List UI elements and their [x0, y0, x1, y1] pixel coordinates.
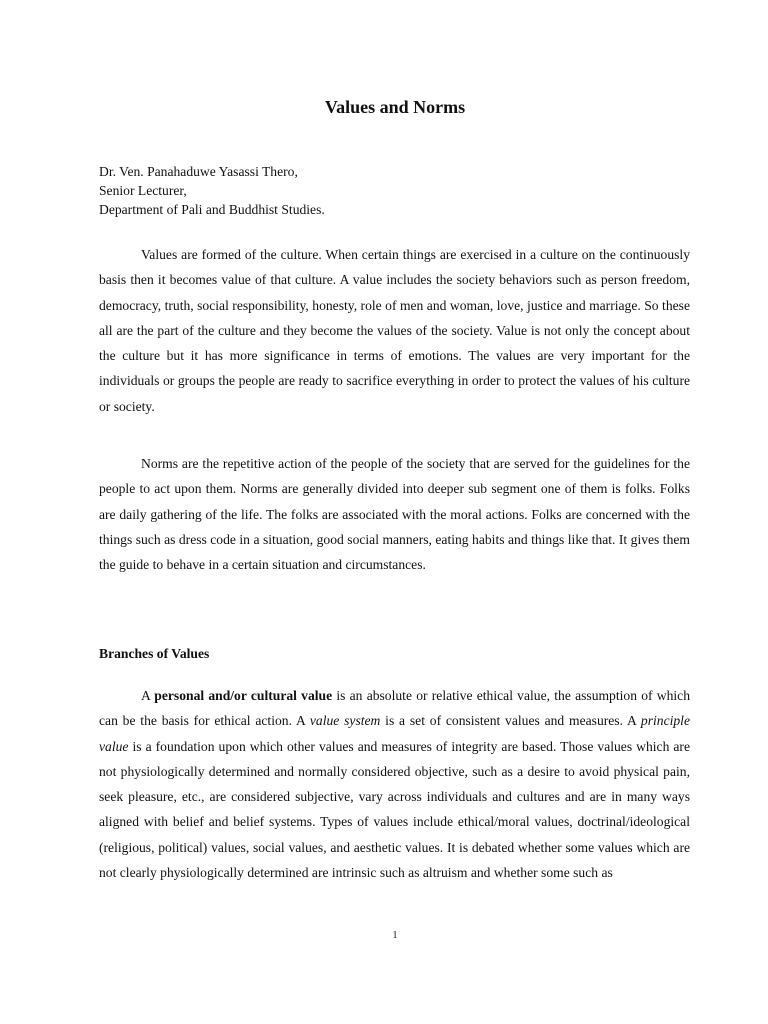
branches-italic-term-2: principle value — [99, 713, 690, 754]
paragraph-values: Values are formed of the culture. When certain things are exercised in a culture on the continuously basis then it becomes value of that culture. A value includes the society behaviors such as person freedom, democracy, truth, social responsibility, honesty, role of men and woman, love, justice and marriage. So these all are the part of the culture and they become the values of the society. Value is not only the concept about the culture but it has more significance in terms of emotions. The values are very important for the individuals or groups the people are ready to sacrifice everything in order to protect the values of his culture or society. — [99, 247, 690, 414]
author-position: Senior Lecturer, — [99, 183, 187, 198]
paragraph-branches — [99, 683, 690, 885]
branches-text-4: is a foundation upon which other values and measures of integrity are based. Those values which are not physiologically determined and normally considered objective, such as a desire to avoid physical pain, seek pleasure, etc., are considered subjective, vary across individuals and cultures and are in many ways aligned with belief and belief systems. Types of values include ethical/moral values, doctrinal/ideological (religious, political) values, social values, and aesthetic values. It is debated whether some values which are not clearly physiologically determined are intrinsic such as altruism and whether some such as — [99, 738, 690, 881]
branches-text-3: is a set of consistent values and measures. A — [380, 713, 641, 729]
author-block — [99, 162, 325, 219]
branches-text-2: is an absolute or relative ethical value, the assumption of which can be the basis for ethical action. A — [99, 688, 690, 729]
branches-italic-term-1: value system — [309, 713, 381, 729]
section-heading: Branches of Values — [99, 646, 210, 661]
paragraph-norms: Norms are the repetitive action of the people of the society that are served for the guidelines for the people to act upon them. Norms are generally divided into deeper sub segment one of them is folks. Folks are daily gathering of the life. The folks are associated with the moral actions. Folks are concerned with the things such as dress code in a situation, good social manners, eating habits and things like that. It gives them the guide to behave in a certain situation and circumstances. — [99, 456, 690, 573]
branches-text-1: A — [141, 688, 155, 703]
document-title: Values and Norms — [324, 97, 466, 117]
author-name: Dr. Ven. Panahaduwe Yasassi Thero, — [99, 164, 298, 179]
branches-bold-term: personal and/or cultural value — [154, 688, 333, 703]
author-department: Department of Pali and Buddhist Studies. — [99, 202, 325, 217]
page-number: 1 — [392, 930, 398, 941]
